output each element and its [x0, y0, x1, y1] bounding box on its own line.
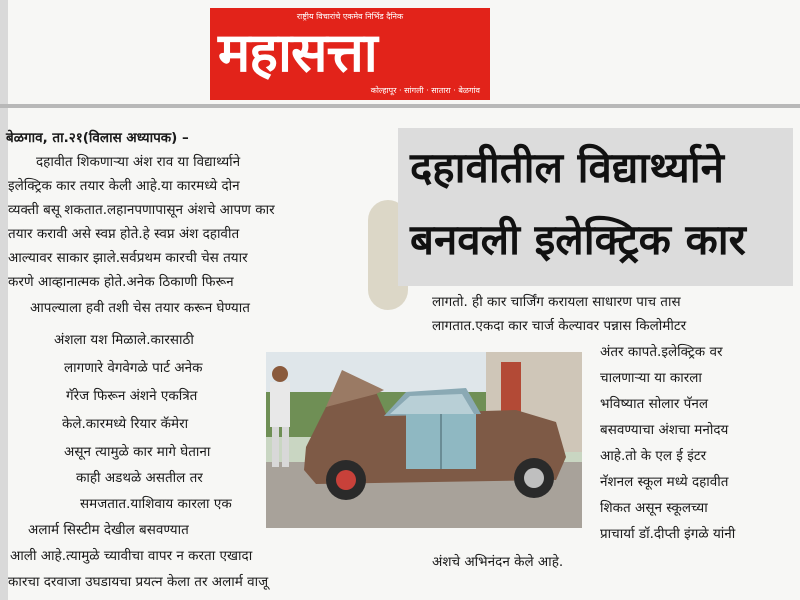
right-top-line-1: लागतात.एकदा कार चार्ज केल्यावर पन्नास किलोमीटर	[432, 318, 687, 334]
left-line-13: समजतात.याशिवाय कारला एक	[80, 496, 232, 512]
right-top-line-0: लागतो. ही कार चार्जिंग करायला साधारण पाच तास	[432, 294, 681, 310]
left-line-7: अंशला यश मिळाले.कारसाठी	[54, 332, 194, 348]
left-line-3: तयार करावी असे स्वप्न होते.हे स्वप्न अंश दहावीत	[8, 226, 240, 242]
left-line-0: दहावीत शिकणाऱ्या अंश राव या विद्यार्थ्याने	[36, 154, 241, 170]
car-photo-illustration	[266, 352, 582, 528]
newspaper-masthead	[210, 8, 490, 100]
left-line-14: अलार्म सिस्टीम देखील बसवण्यात	[28, 522, 189, 538]
right-line-3: बसवण्याचा अंशचा मनोदय	[600, 422, 729, 438]
left-line-4: आल्यावर साकार झाले.सर्वप्रथम कारची चेस तयार	[8, 250, 248, 266]
left-line-10: केले.कारमध्ये रियार कॅमेरा	[62, 416, 189, 432]
left-line-9: गॅरेज फिरून अंशने एकत्रित	[66, 388, 198, 404]
masthead-cities: कोल्हापूर · सांगली · सातारा · बेळगांव	[370, 86, 480, 95]
headline-box	[398, 128, 793, 286]
left-line-8: लागणारे वेगवेगळे पार्ट अनेक	[64, 360, 203, 376]
right-line-2: भविष्यात सोलार पॅनल	[600, 396, 708, 412]
headline-line-2: बनवली इलेक्ट्रिक कार	[410, 215, 746, 264]
left-line-1: इलेक्ट्रिक कार तयार केली आहे.या कारमध्ये दोन	[8, 178, 240, 194]
newspaper-logo: महासत्ता	[218, 20, 377, 84]
left-line-6: आपल्याला हवी तशी चेस तयार करून घेण्यात	[30, 300, 250, 316]
left-line-15: आली आहे.त्यामुळे च्यावीचा वापर न करता एखादा	[10, 548, 253, 564]
closing-line: अंशचे अभिनंदन केले आहे.	[432, 554, 564, 570]
right-line-0: अंतर कापते.इलेक्ट्रिक वर	[600, 344, 723, 360]
right-line-6: शिकत असून स्कूलच्या	[600, 500, 708, 516]
right-line-5: नॅशनल स्कूल मध्ये दहावीत	[600, 474, 729, 490]
page-edge	[0, 0, 8, 600]
left-line-12: काही अडथळे असतील तर	[76, 470, 203, 486]
article-photo	[266, 352, 582, 528]
left-line-5: करणे आव्हानात्मक होते.अनेक ठिकाणी फिरून	[8, 274, 234, 290]
left-line-2: व्यक्ती बसू शकतात.लहानपणापासून अंशचे आपण कार	[8, 202, 275, 218]
headline-line-1: दहावीतील विद्यार्थ्याने	[410, 143, 724, 192]
masthead-tagline: राष्ट्रीय विचारांचे एकमेव निर्भिड दैनिक	[296, 12, 404, 21]
right-line-4: आहे.तो के एल ई इंटर	[600, 448, 707, 464]
right-line-1: चालणाऱ्या या कारला	[600, 370, 702, 386]
left-line-11: असून त्यामुळे कार मागे घेताना	[64, 444, 211, 460]
left-line-16: कारचा दरवाजा उघडायचा प्रयत्न केला तर अलार्म वाजू	[8, 574, 269, 590]
header-rule	[0, 104, 800, 108]
right-line-7: प्राचार्या डॉ.दीप्ती इंगळे यांनी	[600, 526, 736, 542]
article-dateline: बेळगाव, ता.२१(विलास अध्यापक) –	[6, 130, 189, 146]
